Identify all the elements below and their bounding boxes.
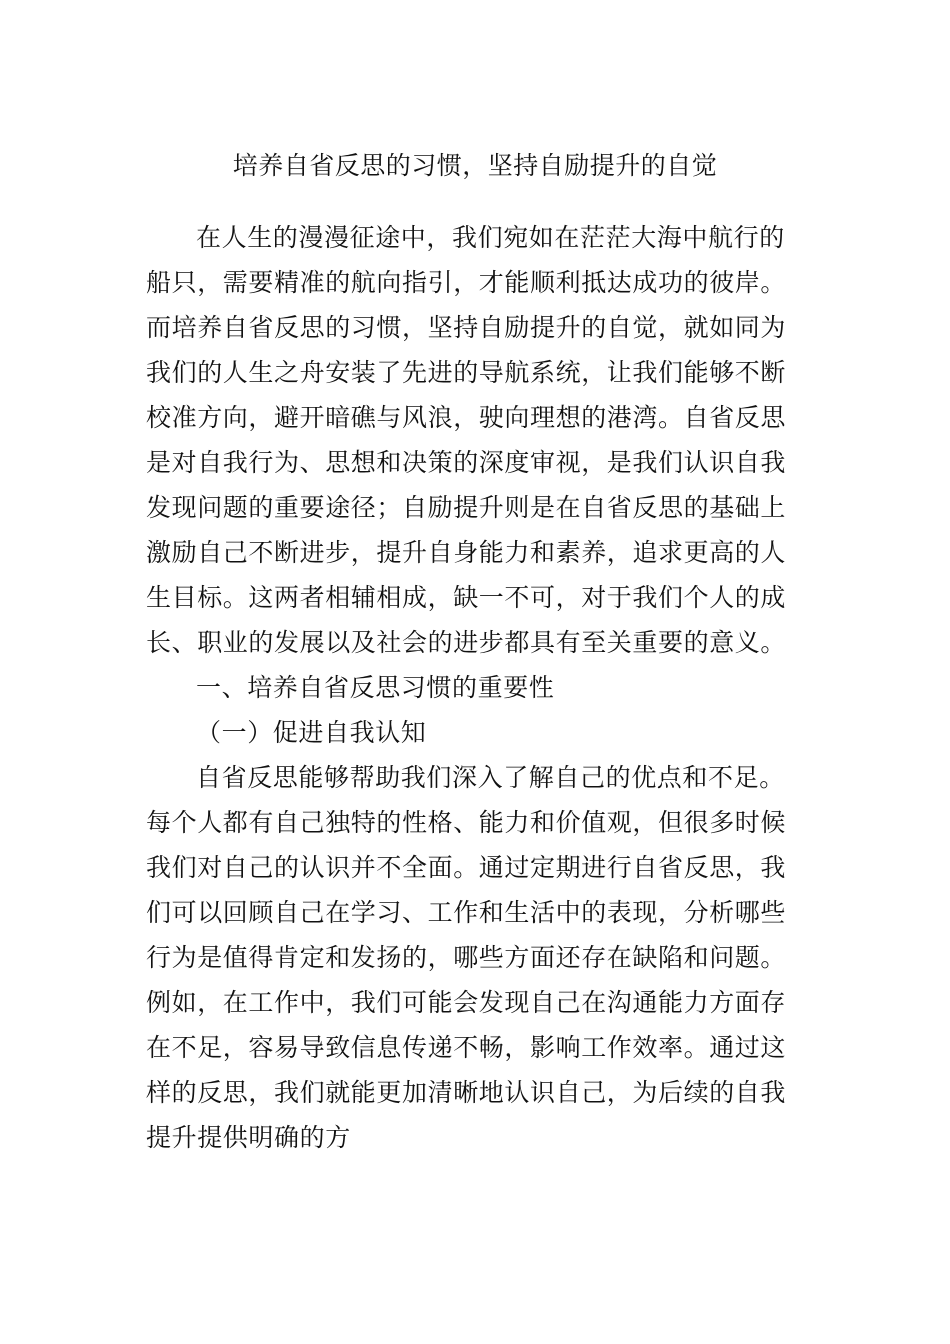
paragraph-line: 样的反思，我们就能更加清晰地认识自己，为后续的自我	[146, 1078, 787, 1107]
paragraph-line: 激励自己不断进步，提升自身能力和素养，追求更高的人	[146, 538, 787, 567]
paragraph-line: 校准方向，避开暗礁与风浪，驶向理想的港湾。自省反思	[146, 403, 787, 432]
paragraph-line: 船只，需要精准的航向指引，才能顺利抵达成功的彼岸。	[146, 268, 787, 297]
paragraph-line: 我们对自己的认识并不全面。通过定期进行自省反思，我	[146, 853, 787, 882]
paragraph-line: 生目标。这两者相辅相成，缺一不可，对于我们个人的成	[146, 583, 787, 612]
paragraph-line: 自省反思能够帮助我们深入了解自己的优点和不足。	[196, 763, 785, 792]
paragraph-line: 是对自我行为、思想和决策的深度审视，是我们认识自我	[146, 448, 787, 477]
paragraph-line: 行为是值得肯定和发扬的，哪些方面还存在缺陷和问题。	[146, 943, 787, 972]
paragraph-line: 们可以回顾自己在学习、工作和生活中的表现，分析哪些	[146, 898, 787, 927]
paragraph-line: 每个人都有自己独特的性格、能力和价值观，但很多时候	[146, 808, 787, 837]
paragraph-line: 提升提供明确的方	[146, 1123, 351, 1152]
paragraph-line: 发现问题的重要途径；自励提升则是在自省反思的基础上	[146, 493, 787, 522]
document-title: 培养自省反思的习惯，坚持自励提升的自觉	[232, 151, 718, 180]
paragraph-line: 在人生的漫漫征途中，我们宛如在茫茫大海中航行的	[196, 223, 785, 252]
section-heading: 一、培养自省反思习惯的重要性	[196, 673, 555, 702]
paragraph-line: 我们的人生之舟安装了先进的导航系统，让我们能够不断	[146, 358, 787, 387]
paragraph-line: 例如，在工作中，我们可能会发现自己在沟通能力方面存	[146, 988, 787, 1017]
paragraph-line: 在不足，容易导致信息传递不畅，影响工作效率。通过这	[146, 1033, 787, 1062]
paragraph-line: 而培养自省反思的习惯，坚持自励提升的自觉，就如同为	[146, 313, 787, 342]
paragraph-line: 长、职业的发展以及社会的进步都具有至关重要的意义。	[146, 628, 787, 657]
subsection-heading: （一）促进自我认知	[196, 718, 427, 747]
